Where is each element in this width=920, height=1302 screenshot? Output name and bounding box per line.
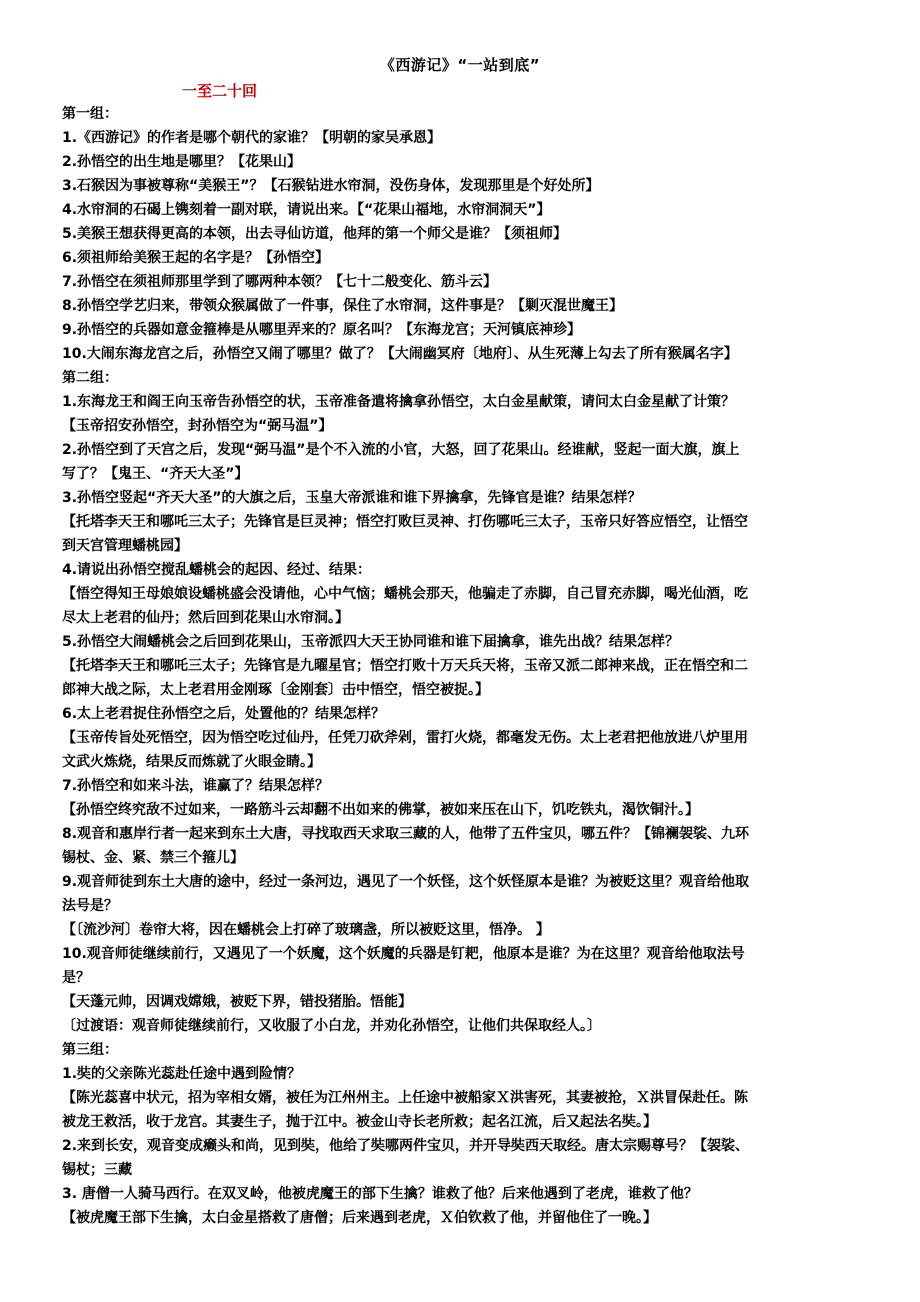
text-line: 2.孙悟空到了天宫之后，发现“弼马温”是个不入流的小官，大怒，回了花果山。经谁献，竖起一面大旗，旗上 xyxy=(62,442,740,458)
text-line: 5.美猴王想获得更高的本领，出去寻仙访道，他拜的第一个师父是谁？【须祖师】 xyxy=(62,226,568,242)
text-line: 【托塔李天王和哪吒三太子；先锋官是巨灵神；悟空打败巨灵神、打伤哪吒三太子，玉帝只好答应悟空，让悟空 xyxy=(62,514,748,530)
text-line: 3.孙悟空竖起“齐天大圣”的大旗之后，玉皇大帝派谁和谁下界擒拿，先锋官是谁？结果怎样？ xyxy=(62,490,642,506)
text-line: 1.奘的父亲陈光蕊赴任途中遇到险情？ xyxy=(62,1066,302,1082)
text-line: 文武火炼烧，结果反而炼就了火眼金睛。】 xyxy=(62,754,321,770)
text-line: 第二组： xyxy=(62,370,118,386)
text-line: 2.孙悟空的出生地是哪里？【花果山】 xyxy=(62,154,302,170)
text-line: 锡杖；三藏 xyxy=(62,1162,132,1178)
text-line: 【托塔李天王和哪吒三太子；先锋官是九曜星官；悟空打败十万天兵天将，玉帝又派二郎神来战，正在悟空和二 xyxy=(62,658,748,674)
text-line: 3. 唐僧一人骑马西行。在双叉岭，他被虎魔王的部下生擒？谁救了他？后来他遇到了老虎，谁救了他？ xyxy=(62,1186,698,1202)
text-line: 【〔流沙河〕卷帘大将，因在蟠桃会上打碎了玻璃盏，所以被贬这里，悟净。 】 xyxy=(62,922,550,938)
text-line: 被龙王救活，收于龙宫。其妻生子，抛于江中。被金山寺长老所救；起名江流，后又起法名奘。】 xyxy=(62,1114,657,1130)
text-line: 【陈光蕊喜中状元，招为宰相女婿，被任为江州州主。上任途中被船家Ｘ洪害死，其妻被抢，Ｘ洪冒保赴任。陈 xyxy=(62,1090,748,1106)
text-line: 【孙悟空终究敌不过如来，一路筋斗云却翻不出如来的佛掌，被如来压在山下，饥吃铁丸，渴饮铜汁。】 xyxy=(62,802,699,818)
document-title: 《西游记》“一站到底” xyxy=(379,56,541,74)
text-line: 6.太上老君捉住孙悟空之后，处置他的？结果怎样？ xyxy=(62,706,386,722)
text-line: 第一组： xyxy=(62,106,118,122)
text-line: 法号是？ xyxy=(62,898,118,914)
question-list xyxy=(62,102,862,1230)
text-line: 7.孙悟空和如来斗法，谁赢了？结果怎样？ xyxy=(62,778,330,794)
text-line: 【玉帝传旨处死悟空，因为悟空吃过仙丹，任凭刀砍斧剁，雷打火烧，都毫发无伤。太上老君把他放进八炉里用 xyxy=(62,730,748,746)
text-line: 郎神大战之际，太上老君用金刚琢〔金刚套〕击中悟空，悟空被捉。】 xyxy=(62,682,489,698)
text-line: 第三组： xyxy=(62,1042,118,1058)
text-line: 7.孙悟空在须祖师那里学到了哪两种本领？【七十二般变化、筋斗云】 xyxy=(62,274,498,290)
text-line: 〔过渡语：观音师徒继续前行，又收服了小白龙，并劝化孙悟空，让他们共保取经人。〕 xyxy=(62,1018,601,1034)
text-line: 4.水帘洞的石碣上镌刻着一副对联，请说出来。【“花果山福地，水帘洞洞天”】 xyxy=(62,202,551,218)
text-line: 尽太上老君的仙丹；然后回到花果山水帘洞。】 xyxy=(62,610,349,626)
text-line: 4.请说出孙悟空搅乱蟠桃会的起因、经过、结果： xyxy=(62,562,372,578)
text-line: 【悟空得知王母娘娘设蟠桃盛会没请他，心中气恼；蟠桃会那天，他骗走了赤脚，自己冒充赤脚，喝光仙酒，吃 xyxy=(62,586,748,602)
text-line: 1.东海龙王和阎王向玉帝告孙悟空的状，玉帝准备遣将擒拿孙悟空，太白金星献策，请问太白金星献了计策？ xyxy=(62,394,736,410)
text-line: 9.观音师徒到东土大唐的途中，经过一条河边，遇见了一个妖怪，这个妖怪原本是谁？为被贬这里？观音给他取 xyxy=(62,874,750,890)
text-line: 到天宫管理蟠桃园】 xyxy=(62,538,188,554)
text-line: 写了？【鬼王、“齐天大圣”】 xyxy=(62,466,249,482)
text-line: 1.《西游记》的作者是哪个朝代的家谁？【明朝的家吴承恩】 xyxy=(62,130,442,146)
text-line: 锡杖、金、紧、禁三个箍儿】 xyxy=(62,850,244,866)
text-line: 3.石猴因为事被尊称“美猴王”？【石猴钻进水帘洞，没伤身体，发现那里是个好处所】 xyxy=(62,178,600,194)
text-line: 【天蓬元帅，因调戏嫦娥，被贬下界，错投猪胎。悟能】 xyxy=(62,994,412,1010)
text-line: 8.孙悟空学艺归来，带领众猴属做了一件事，保住了水帘洞，这件事是？【剿灭混世魔王】 xyxy=(62,298,624,314)
text-line: 2.来到长安，观音变成癞头和尚，见到奘，他给了奘哪两件宝贝，并开导奘西天取经。唐太宗赐尊号？【袈裟、 xyxy=(62,1138,750,1154)
text-line: 8.观音和惠岸行者一起来到东土大唐，寻找取西天求取三藏的人，他带了五件宝贝，哪五件？【锦襕袈裟、九环 xyxy=(62,826,750,842)
text-line: 5.孙悟空大闹蟠桃会之后回到花果山，玉帝派四大天王协同谁和谁下届擒拿，谁先出战？结果怎样？ xyxy=(62,634,680,650)
text-line: 9.孙悟空的兵器如意金箍棒是从哪里弄来的？原名叫？【东海龙宫；天河镇底神珍】 xyxy=(62,322,582,338)
text-line: 【玉帝招安孙悟空，封孙悟空为“弼马温”】 xyxy=(62,418,333,434)
text-line: 10.观音师徒继续前行，又遇见了一个妖魔，这个妖魔的兵器是钉耙，他原本是谁？为在这里？观音给他取法号 xyxy=(62,946,745,962)
text-line: 是？ xyxy=(62,970,90,986)
text-line: 6.须祖师给美猴王起的名字是？【孙悟空】 xyxy=(62,250,330,266)
text-line: 10.大闹东海龙宫之后，孙悟空又闹了哪里？做了？【大闹幽冥府〔地府〕、从生死薄上勾去了所有猴属名字】 xyxy=(62,346,738,362)
text-line: 【被虎魔王部下生擒，太白金星搭救了唐僧；后来遇到老虎，Ｘ伯钦救了他，并留他住了一晚。】 xyxy=(62,1210,657,1226)
section-subtitle: 一至二十回 xyxy=(182,82,258,100)
